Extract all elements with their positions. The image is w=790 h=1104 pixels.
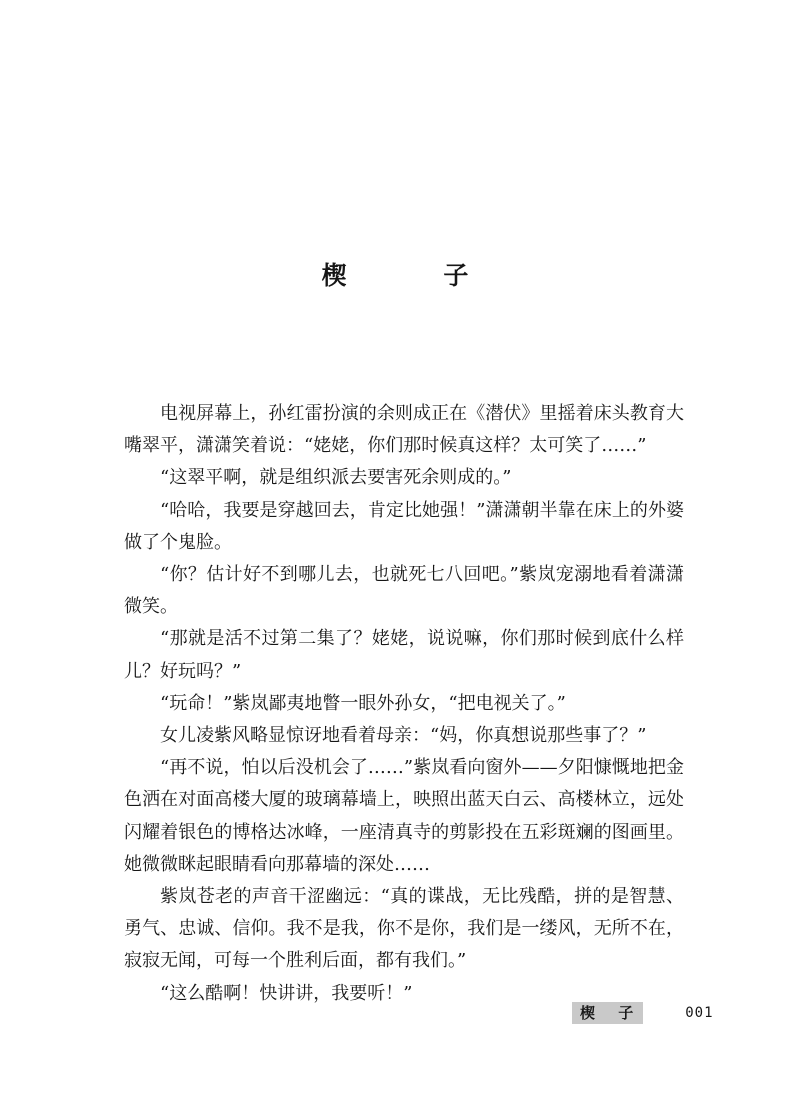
paragraph: “那就是活不过第二集了？姥姥，说说嘛，你们那时候到底什么样儿？好玩吗？” xyxy=(124,628,684,682)
paragraph: 女儿凌紫风略显惊讶地看着母亲：“妈，你真想说那些事了？” xyxy=(160,725,647,747)
paragraph: 紫岚苍老的声音干涩幽远：“真的谍战，无比残酷，拼的是智慧、勇气、忠诚、信仰。我不是我，你不是你，我们是一缕风，无所不在，寂寂无闻，可每一个胜利后面，都有我们。” xyxy=(124,886,684,972)
page-footer xyxy=(572,1001,714,1025)
body-text xyxy=(124,398,684,1010)
page-number: 001 xyxy=(685,1005,714,1021)
paragraph: “玩命！”紫岚鄙夷地瞥一眼外孙女，“把电视关了。” xyxy=(160,692,566,714)
paragraph: “再不说，怕以后没机会了……”紫岚看向窗外——夕阳慷慨地把金色洒在对面高楼大厦的玻璃幕墙上，映照出蓝天白云、高楼林立，远处闪耀着银色的博格达冰峰，一座清真寺的剪影投在五彩斑斓的图画里。她微微眯起眼睛看向那幕墙的深处…… xyxy=(124,757,684,875)
paragraph: “这翠平啊，就是组织派去要害死余则成的。” xyxy=(160,467,512,489)
paragraph: “这么酷啊！快讲讲，我要听！” xyxy=(160,982,413,1004)
paragraph: “哈哈，我要是穿越回去，肯定比她强！”潇潇朝半靠在床上的外婆做了个鬼脸。 xyxy=(124,499,684,553)
paragraph: “你？估计好不到哪儿去，也就死七八回吧。”紫岚宠溺地看着潇潇微笑。 xyxy=(124,564,684,618)
running-footer-section: 楔 子 xyxy=(572,1002,643,1024)
page-title: 楔 子 xyxy=(321,261,513,290)
paragraph: 电视屏幕上，孙红雷扮演的余则成正在《潜伏》里摇着床头教育大嘴翠平，潇潇笑着说：“姥姥，你们那时候真这样？太可笑了……” xyxy=(124,403,684,457)
